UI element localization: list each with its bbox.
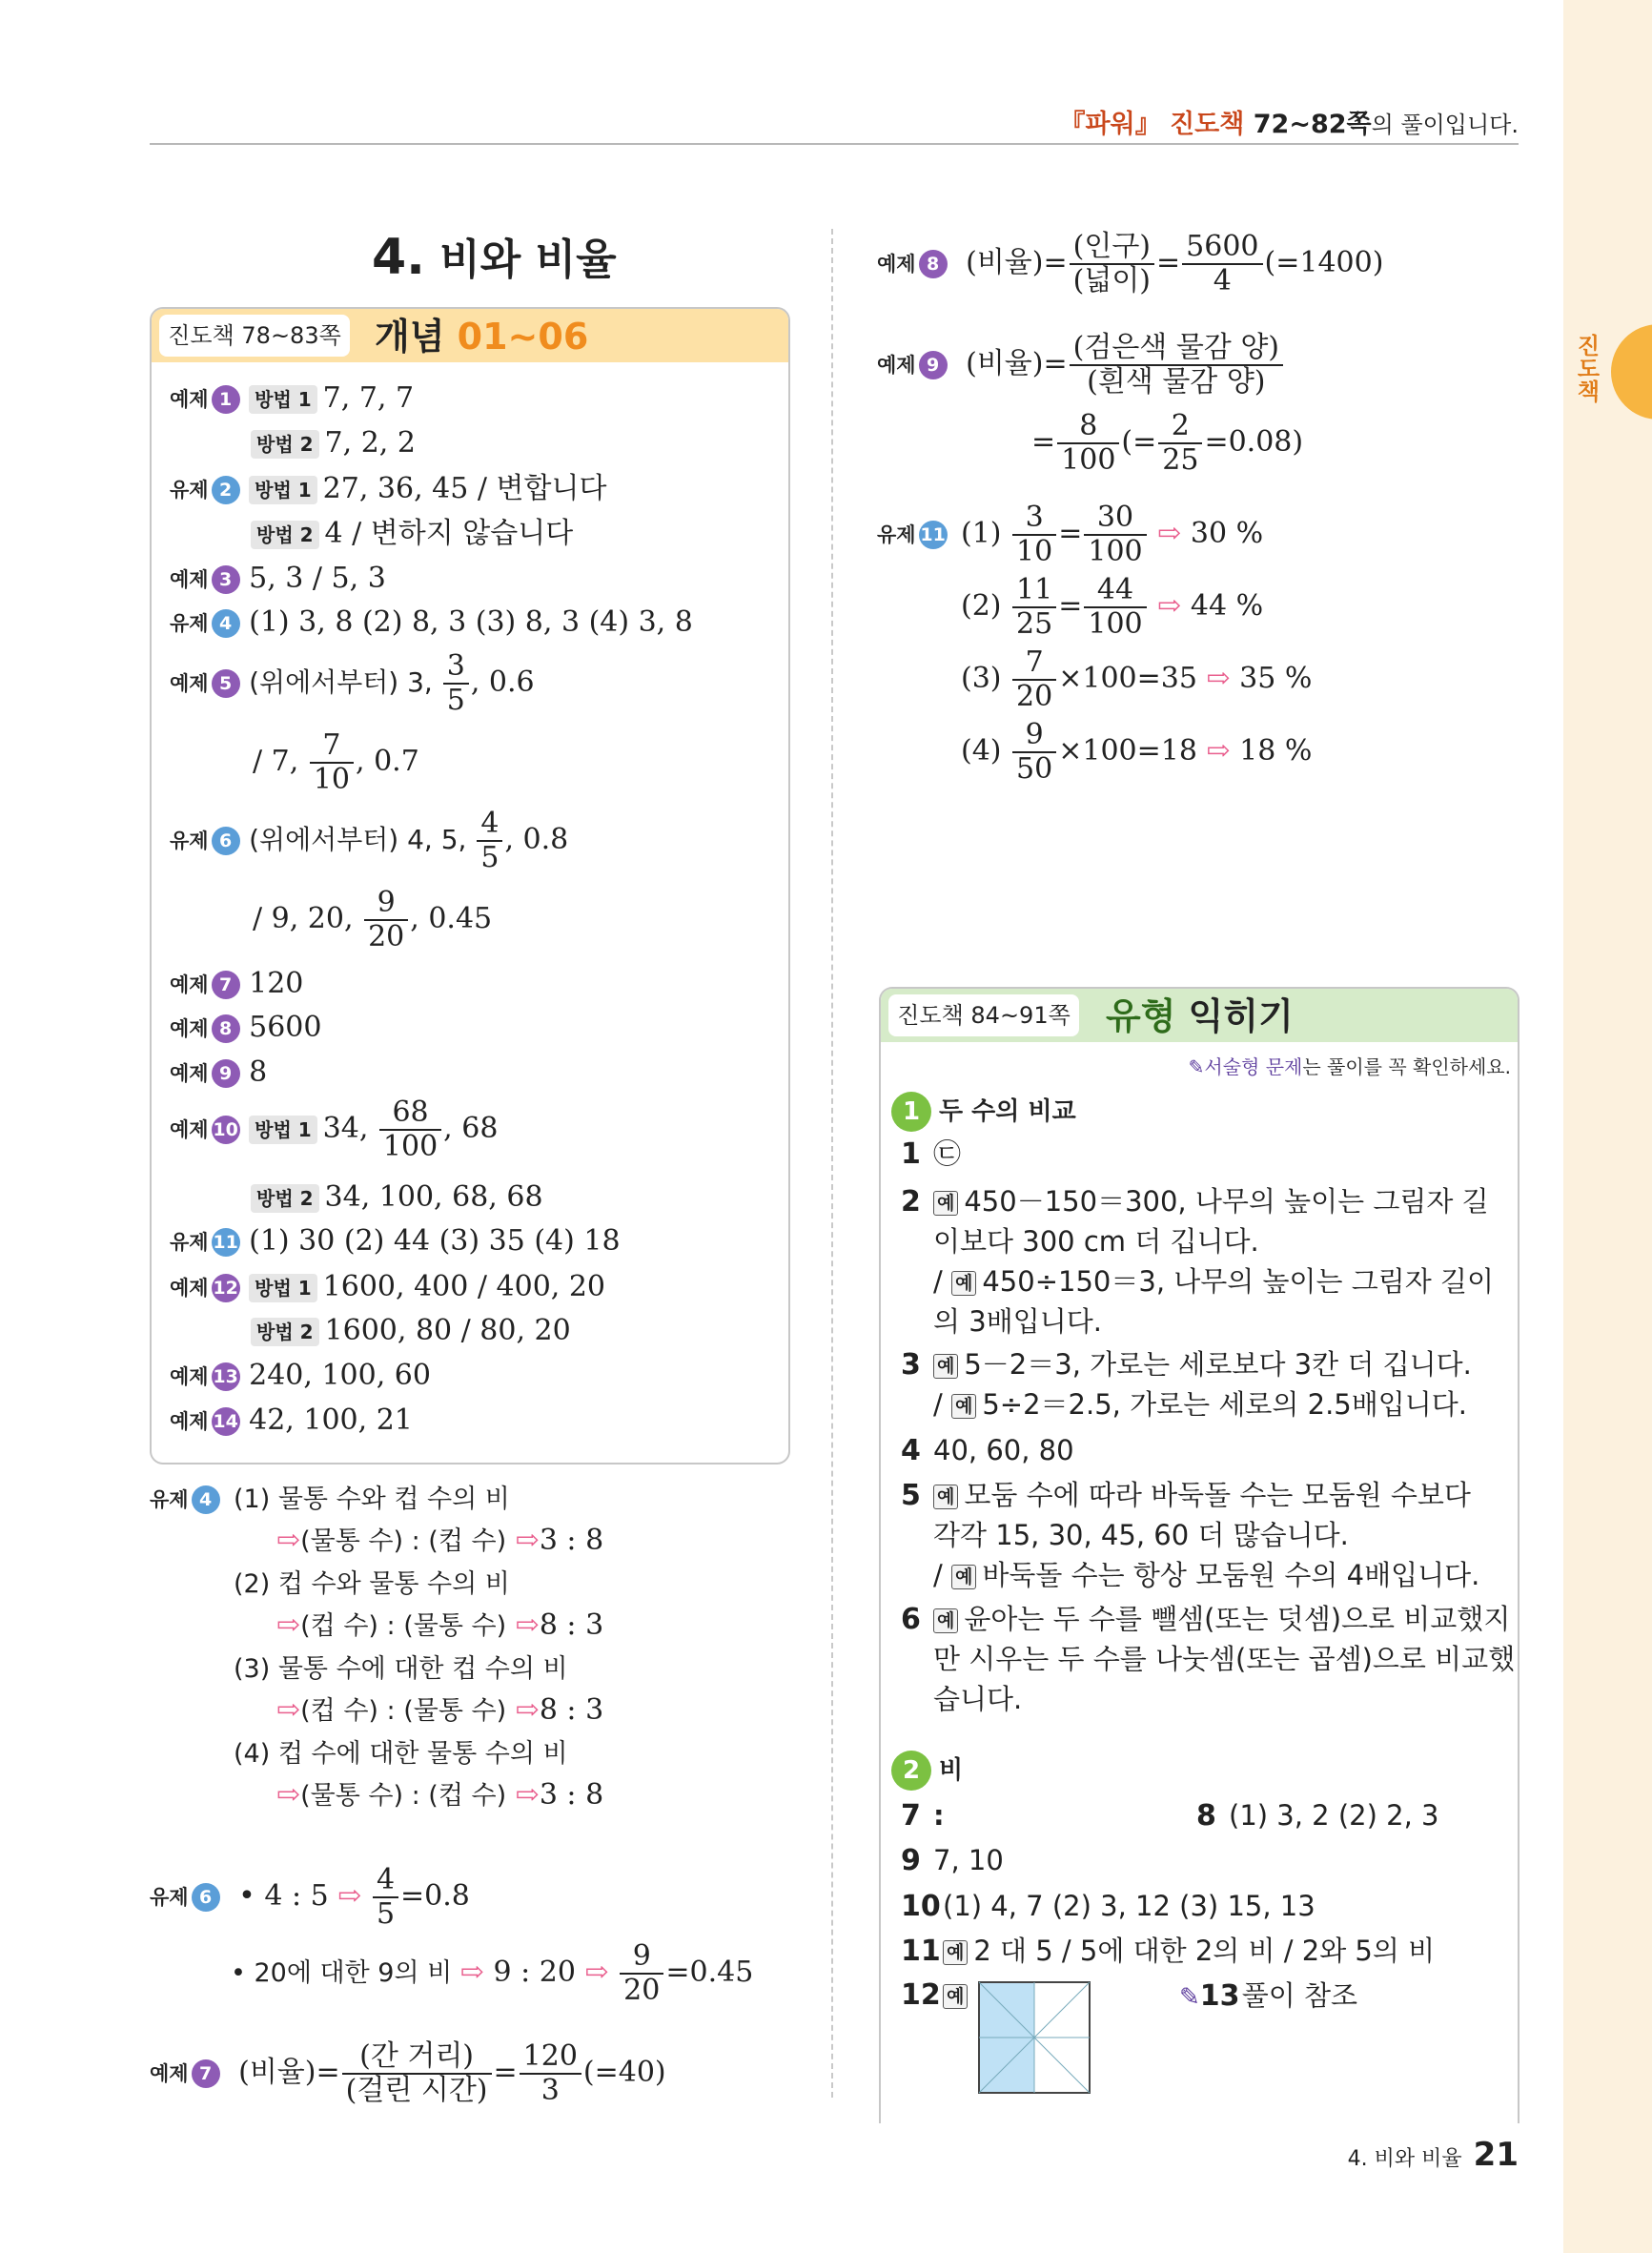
concept-page-ref: 진도책 78~83쪽 [159, 315, 350, 357]
yeje9-formula: 예제 9 (비율)= $\frac{\text{(검은색 물감 양)}}{\text{(흰색 물감 양)}}$ [877, 332, 1285, 399]
yuje4-part-answer: ⇨(물통 수) : (컵 수) ⇨3 : 8 [276, 1524, 604, 1557]
method-tag: 방법 2 [251, 430, 319, 459]
row-text: 5600 [249, 1011, 322, 1044]
row-text: 120 [249, 967, 304, 1000]
row-label: 유제 [170, 612, 209, 635]
row-text: 240, 100, 60 [249, 1359, 431, 1392]
right-arrow-icon: ⇨ [337, 1879, 362, 1913]
type-title: 유형 익히기 [1106, 995, 1294, 1037]
row-text: 7, 2, 2 [324, 426, 416, 460]
q3-line2: / 예 5÷2＝2.5, 가로는 세로의 2.5배입니다. [933, 1388, 1468, 1421]
yuje4-part-title: (2) 컵 수와 물통 수의 비 [234, 1569, 510, 1599]
concept-row [170, 1009, 321, 1048]
q2-line1: 2 예 450－150＝300, 나무의 높이는 그림자 길 [901, 1185, 1489, 1219]
yuje11-item: (1) $\frac{3}{10}$ = $\frac{30}{100}$ ⇨ 30 % [961, 501, 1264, 568]
method-tag: 방법 2 [251, 1184, 319, 1213]
yuje4-label: 유제 4 [150, 1480, 220, 1519]
right-arrow-icon: ⇨ [1157, 589, 1182, 623]
q2-line4: 의 3배입니다. [933, 1305, 1102, 1338]
type-page-ref: 진도책 84~91쪽 [888, 994, 1079, 1036]
concept-row [170, 1054, 267, 1093]
right-arrow-icon: ⇨ [276, 1524, 301, 1557]
row-label: 유제 [170, 1231, 209, 1254]
yeje8-formula: 예제 8 (비율)= $\frac{\text{(인구)}}{\text{(넓이)}}$ = $\frac{5600}{4}$ (=1400) [877, 230, 1384, 297]
page-footer: 4. 비와 비율 21 [1347, 2136, 1519, 2174]
number-badge: 1 [212, 385, 240, 414]
number-badge: 12 [212, 1274, 240, 1302]
row-text: 27, 36, 45 / 변합니다 [322, 472, 607, 505]
right-arrow-icon: ⇨ [584, 1956, 609, 1989]
row-label: 예제 [170, 1277, 209, 1300]
q6-line1: 6 예 윤아는 두 수를 뺄셈(또는 덧셈)으로 비교했지 [901, 1603, 1511, 1636]
method-tag: 방법 1 [249, 1274, 317, 1302]
side-tab-label: 진도책 [1573, 334, 1600, 402]
concept-row-ex6-b: / 9, 20, $\frac{9}{20}$ , 0.45 [253, 886, 493, 953]
concept-row [170, 515, 573, 553]
q8: 8 (1) 3, 2 (2) 2, 3 [1196, 1799, 1439, 1833]
right-arrow-icon: ⇨ [276, 1608, 301, 1642]
concept-row [170, 1357, 431, 1396]
row-text: (1) 3, 8 (2) 8, 3 (3) 8, 3 (4) 3, 8 [249, 605, 693, 639]
concept-row [170, 965, 303, 1004]
concept-row-ex6: 유제 6 (위에서부터) 4, 5, $\frac{4}{5}$ , 0.8 [170, 807, 569, 874]
q1: 1 ㉢ [901, 1137, 962, 1171]
yuje11-item: (4) $\frac{9}{50}$ ×100=18 ⇨ 18 % [961, 718, 1313, 786]
row-label: 예제 [170, 1062, 209, 1085]
q4: 4 40, 60, 80 [901, 1434, 1074, 1467]
type-note: ✎서술형 문제는 풀이를 꼭 확인하세요. [1188, 1055, 1511, 1078]
row-text: 42, 100, 21 [249, 1403, 413, 1437]
number-badge: 7 [212, 971, 240, 999]
section-1-heading: 1 두 수의 비교 [891, 1092, 1076, 1132]
yuje4-part-title: (1) 물통 수와 컵 수의 비 [234, 1485, 510, 1514]
yuje4-part-answer: ⇨(컵 수) : (물통 수) ⇨8 : 3 [276, 1608, 604, 1642]
concept-row [170, 1178, 543, 1217]
q11: 11 예 2 대 5 / 5에 대한 2의 비 / 2와 5의 비 [901, 1935, 1436, 1968]
q9: 9 7, 10 [901, 1844, 1004, 1877]
q2-line3: / 예 450÷150＝3, 나무의 높이는 그림자 길이 [933, 1265, 1495, 1298]
right-arrow-icon: ⇨ [515, 1608, 540, 1642]
right-arrow-icon: ⇨ [515, 1693, 540, 1727]
q2-line2: 이보다 300 cm 더 깁니다. [933, 1225, 1259, 1258]
yuje6-line1: 유제 6 • 4 : 5 ⇨ $\frac{4}{5}$ =0.8 [150, 1863, 470, 1931]
number-badge: 9 [212, 1059, 240, 1088]
row-label: 예제 [170, 973, 209, 996]
q12: 12 예 [901, 1976, 973, 2015]
q6-line2: 만 시우는 두 수를 나눗셈(또는 곱셈)으로 비교했 [933, 1643, 1516, 1675]
yuje11-item: (3) $\frac{7}{20}$ ×100=35 ⇨ 35 % [961, 645, 1313, 713]
q7: 7 : [901, 1799, 945, 1833]
header-rule [150, 143, 1519, 145]
header-note: 『파워』 진도책 72~82쪽의 풀이입니다. [1059, 110, 1519, 139]
row-text: 5, 3 / 5, 3 [249, 562, 386, 595]
concept-row [170, 1268, 605, 1307]
number-badge: 13 [212, 1362, 240, 1391]
q13: ✎13풀이 참조 [1179, 1979, 1358, 2013]
method-tag: 방법 1 [249, 476, 317, 504]
concept-row [170, 424, 416, 462]
q12-grid-figure [978, 1981, 1091, 2094]
yuje6-line2: • 20에 대한 9의 비 ⇨ 9 : 20 ⇨ $\frac{9}{20}$ =0.45 [231, 1939, 754, 2007]
row-text: 34, 100, 68, 68 [324, 1180, 543, 1214]
right-arrow-icon: ⇨ [276, 1778, 301, 1812]
method-tag: 방법 2 [251, 1318, 319, 1346]
concept-row-ex5: 예제 5 (위에서부터) 3, $\frac{3}{5}$ , 0.6 [170, 649, 535, 717]
concept-row-ex5-b: / 7, $\frac{7}{10}$ , 0.7 [253, 728, 419, 796]
right-arrow-icon: ⇨ [1157, 517, 1182, 550]
right-arrow-icon: ⇨ [459, 1956, 484, 1989]
right-arrow-icon: ⇨ [1206, 662, 1231, 695]
concept-title: 개념 01~06 [375, 316, 589, 358]
row-text: 4 / 변하지 않습니다 [324, 517, 574, 550]
q3-line1: 3 예 5－2＝3, 가로는 세로보다 3칸 더 깁니다. [901, 1348, 1472, 1382]
number-badge: 14 [212, 1407, 240, 1436]
yeje9-formula-b: = $\frac{8}{100}$ (= $\frac{2}{25}$ =0.08) [1031, 409, 1304, 477]
row-label: 예제 [170, 1365, 209, 1388]
method-tag: 방법 1 [249, 385, 317, 414]
concept-row [170, 379, 414, 419]
q5-line1: 5 예 모둠 수에 따라 바둑돌 수는 모둠원 수보다 [901, 1479, 1471, 1512]
concept-row-ex10: 예제 10 방법 1 34, $\frac{68}{100}$ , 68 [170, 1096, 499, 1163]
yuje4-part-title: (4) 컵 수에 대한 물통 수의 비 [234, 1739, 568, 1769]
concept-row [170, 1402, 413, 1441]
row-label: 예제 [170, 568, 209, 591]
row-text: 1600, 400 / 400, 20 [322, 1270, 606, 1303]
yuje4-part-answer: ⇨(컵 수) : (물통 수) ⇨8 : 3 [276, 1693, 604, 1727]
pencil-icon: ✎ [1188, 1055, 1205, 1078]
concept-row [170, 1312, 571, 1350]
concept-row [170, 1222, 621, 1261]
number-badge: 3 [212, 565, 240, 594]
right-arrow-icon: ⇨ [515, 1778, 540, 1812]
row-text: (1) 30 (2) 44 (3) 35 (4) 18 [249, 1224, 621, 1258]
number-badge: 8 [212, 1014, 240, 1043]
concept-row [170, 560, 386, 599]
chapter-title: 4. 비와 비율 [372, 229, 617, 286]
concept-row [170, 470, 606, 509]
method-tag: 방법 2 [251, 521, 319, 549]
section-2-heading: 2 비 [891, 1751, 963, 1791]
row-label: 예제 [170, 1410, 209, 1433]
q10: 10(1) 4, 7 (2) 3, 12 (3) 15, 13 [901, 1890, 1315, 1923]
yeje7-formula: 예제 7 (비율)= $\frac{\text{(간 거리)}}{\text{(걸린 시간)}}$ = $\frac{120}{3}$ (=40) [150, 2039, 666, 2107]
row-label: 유제 [170, 479, 209, 502]
number-badge: 2 [212, 476, 240, 504]
yuje4-part-title: (3) 물통 수에 대한 컵 수의 비 [234, 1654, 568, 1684]
right-arrow-icon: ⇨ [1206, 734, 1231, 768]
number-badge: 4 [212, 609, 240, 638]
row-text: 1600, 80 / 80, 20 [324, 1314, 571, 1347]
row-text: 8 [249, 1055, 268, 1089]
pencil-icon: ✎ [1179, 1983, 1200, 2012]
row-text: 7, 7, 7 [322, 381, 415, 415]
concept-row [170, 604, 693, 643]
row-label: 예제 [170, 388, 209, 411]
yuje11-label: 유제 11 [877, 515, 948, 554]
q6-line3: 습니다. [933, 1683, 1023, 1715]
q5-line2: 각각 15, 30, 45, 60 더 많습니다. [933, 1519, 1349, 1551]
row-label: 예제 [170, 1017, 209, 1040]
right-arrow-icon: ⇨ [515, 1524, 540, 1557]
q5-line3: / 예 바둑돌 수는 항상 모둠원 수의 4배입니다. [933, 1559, 1480, 1591]
yuje11-item: (2) $\frac{11}{25}$ = $\frac{44}{100}$ ⇨ 44 % [961, 573, 1264, 641]
right-arrow-icon: ⇨ [276, 1693, 301, 1727]
number-badge: 11 [212, 1228, 240, 1257]
yuje4-part-answer: ⇨(물통 수) : (컵 수) ⇨3 : 8 [276, 1778, 604, 1812]
column-divider [831, 229, 833, 2098]
